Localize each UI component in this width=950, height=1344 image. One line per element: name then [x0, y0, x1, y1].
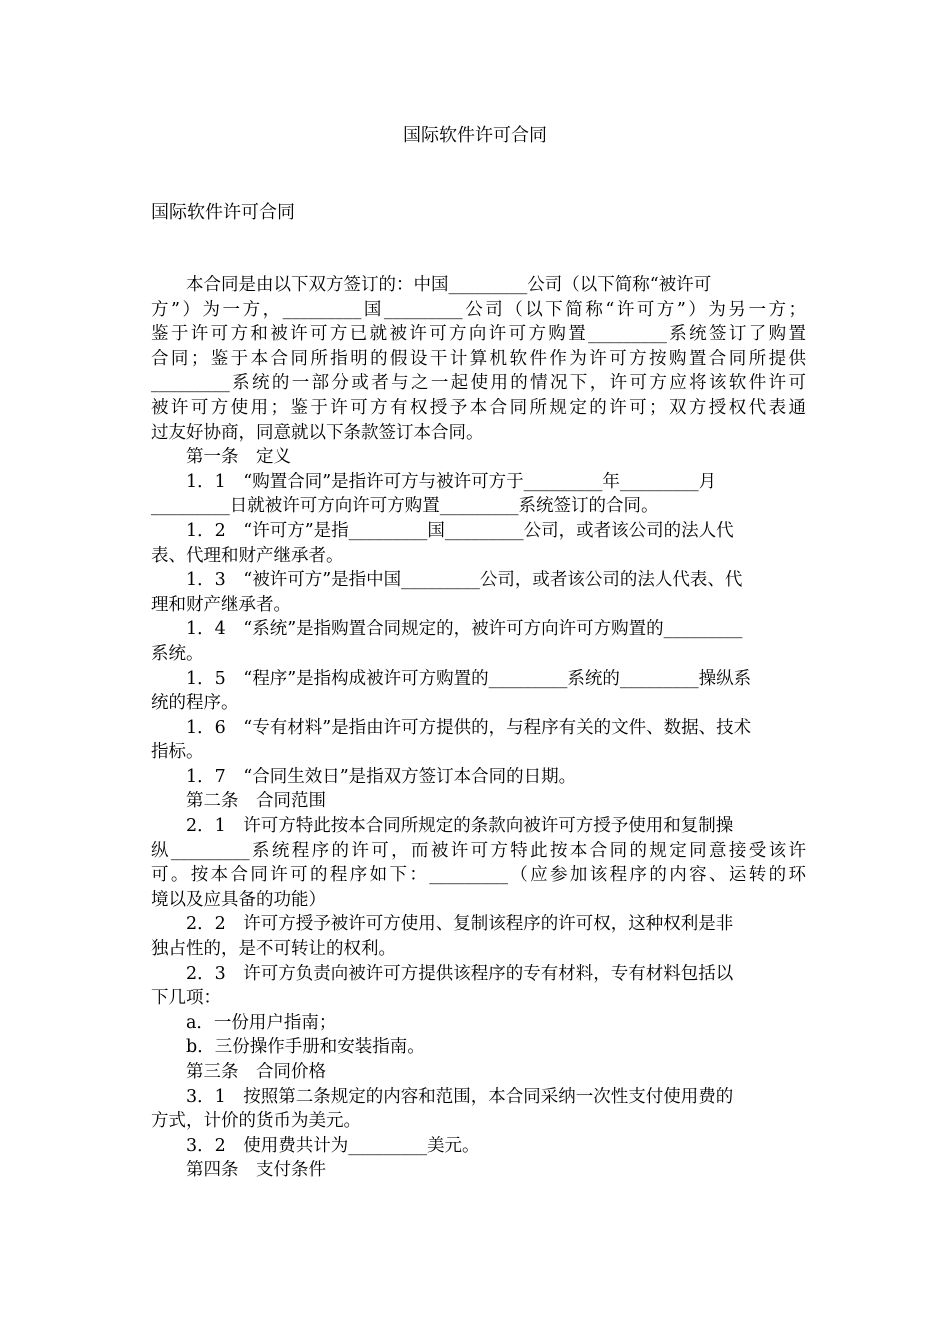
- document-line: 1．1 “购置合同”是指许可方与被许可方于_________年_________月: [186, 471, 717, 492]
- document-line: 3．1 按照第二条规定的内容和范围，本合同采纳一次性支付使用费的: [186, 1086, 734, 1107]
- document-line: 1．3 “被许可方”是指中国_________公司，或者该公司的法人代表、代: [186, 570, 743, 591]
- document-line: 表、代理和财产继承者。: [151, 545, 344, 566]
- document-line: 2．1 许可方特此按本合同所规定的条款向被许可方授予使用和复制操: [186, 816, 734, 837]
- document-line: 过友好协商，同意就以下条款签订本合同。: [151, 422, 484, 443]
- document-line: 下几项：: [151, 988, 221, 1009]
- document-line: 2．3 许可方负责向被许可方提供该程序的专有材料，专有材料包括以: [186, 963, 734, 984]
- document-line: 理和财产继承者。: [151, 594, 291, 615]
- document-line: 方”）为一方，_________国_________公司（以下简称“许可方”）为另一方；: [151, 299, 806, 320]
- document-line: 系统。: [151, 643, 204, 664]
- document-subtitle: 国际软件许可合同: [151, 202, 295, 223]
- document-line: 2．2 许可方授予被许可方使用、复制该程序的许可权，这种权利是非: [186, 914, 734, 935]
- document-line: 第一条 定义: [186, 447, 291, 468]
- document-line: 第三条 合同价格: [186, 1062, 326, 1082]
- document-line: 指标。: [151, 742, 204, 763]
- document-line: 方式，计价的货币为美元。: [151, 1111, 361, 1132]
- document-line: 合同；鉴于本合同所指明的假设干计算机软件作为许可方按购置合同所提供: [151, 348, 806, 369]
- document-line: 境以及应具备的功能）: [151, 889, 326, 910]
- document-line: 第四条 支付条件: [186, 1160, 326, 1181]
- document-line: b．三份操作手册和安装指南。: [186, 1037, 425, 1058]
- document-line: 1．2 “许可方”是指_________国_________公司，或者该公司的法人代: [186, 520, 734, 541]
- document-line: 3．2 使用费共计为_________美元。: [186, 1135, 480, 1156]
- document-line: 可。按本合同许可的程序如下：_________（应参加该程序的内容、运转的环: [151, 865, 806, 886]
- document-body: [151, 273, 806, 1183]
- document-line: 本合同是由以下双方签订的：中国_________公司（以下简称“被许可: [186, 275, 712, 295]
- document-line: 鉴于许可方和被许可方已就被许可方向许可方购置_________系统签订了购置: [151, 324, 806, 345]
- document-line: 第二条 合同范围: [186, 791, 326, 812]
- document-title: 国际软件许可合同: [403, 125, 547, 146]
- document-line: 1．6 “专有材料”是指由许可方提供的，与程序有关的文件、数据、技术: [186, 717, 752, 738]
- document-line: 纵_________系统程序的许可，而被许可方特此按本合同的规定同意接受该许: [151, 840, 806, 861]
- document-line: _________日就被许可方向许可方购置_________系统签订的合同。: [151, 496, 659, 517]
- document-line: _________系统的一部分或者与之一起使用的情况下，许可方应将该软件许可: [151, 373, 806, 394]
- document-line: a．一份用户指南；: [186, 1012, 337, 1033]
- document-line: 1．5 “程序”是指构成被许可方购置的_________系统的_________操纵系: [186, 668, 752, 689]
- document-line: 1．7 “合同生效日”是指双方签订本合同的日期。: [186, 766, 577, 787]
- document-line: 1．4 “系统”是指购置合同规定的，被许可方向许可方购置的_________: [186, 619, 743, 640]
- document-line: 独占性的，是不可转让的权利。: [151, 939, 396, 960]
- document-line: 统的程序。: [151, 693, 239, 714]
- document-line: 被许可方使用；鉴于许可方有权授予本合同所规定的许可；双方授权代表通: [151, 397, 806, 418]
